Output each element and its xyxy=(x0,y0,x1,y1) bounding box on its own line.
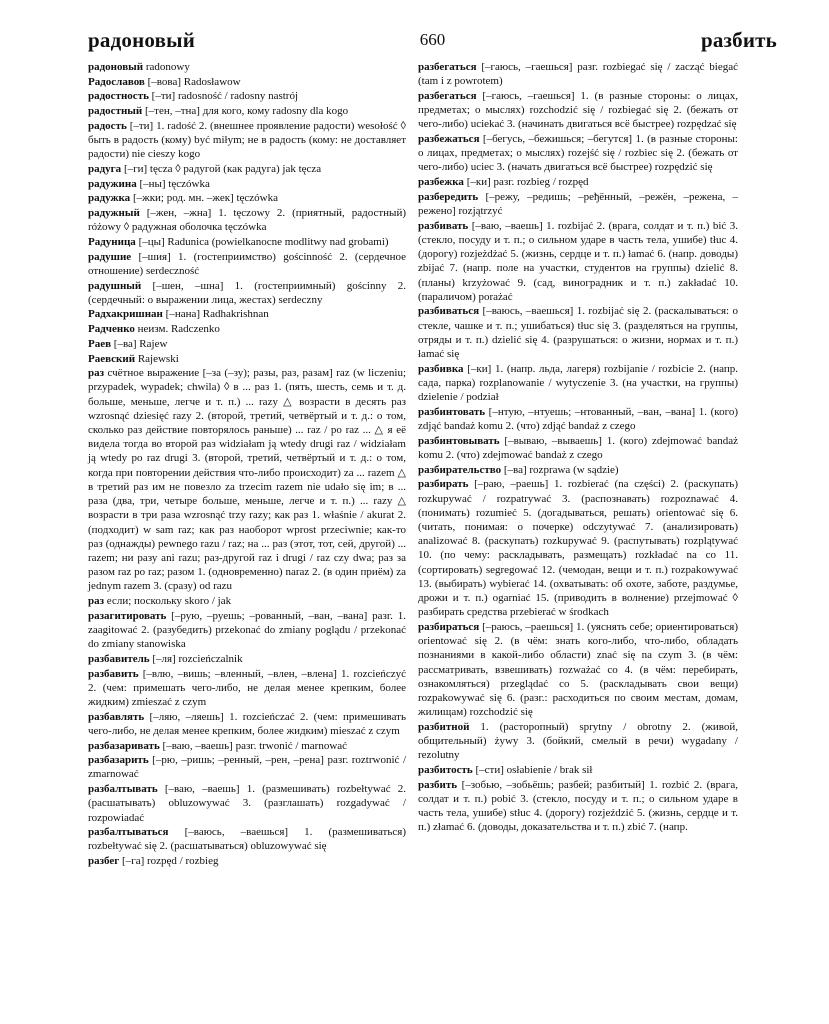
dictionary-entry xyxy=(88,250,406,278)
entry-definition: [–ны] tęczówka xyxy=(136,177,210,190)
dictionary-entry xyxy=(88,739,406,753)
entry-definition: [–зобью, –зобьёшь; разбей; разбитый] 1. rozbić 2. (врага, солдат и т. п.) pobić 3. (стекло, посуду и т. п.; о сильном ударе в часть тела, ушибе) stłuc 4. (дорогу) rozjeździć 5. (жизнь, сердце и т. п.) złamać 6. (доводы, доказательства и т. п.) zbić 7. (напр. xyxy=(418,778,738,834)
entry-headword: раз xyxy=(88,367,105,380)
dictionary-entry xyxy=(88,104,406,118)
dictionary-entry xyxy=(418,477,738,619)
entry-headword: Радуница xyxy=(88,235,136,248)
dictionary-entry xyxy=(88,235,406,249)
dictionary-entry xyxy=(88,177,406,191)
dictionary-entry xyxy=(88,279,406,307)
entry-headword: разбираться xyxy=(418,620,480,633)
entry-definition: [–нана] Radhakrishnan xyxy=(162,308,269,321)
entry-definition: [–шия] 1. (гостеприимство) gościnność 2. (сердечное отношение) serdeczność xyxy=(88,250,406,277)
entry-definition: 1. (расторопный) sprytny / obrotny 2. (живой, общительный) żywy 3. (бойкий, смелый в речи) wygadany / rezolutny xyxy=(418,720,738,762)
entry-definition: [–бегусь, –бежишься; –бегутся] 1. (в разные стороны: о лицах, предметах; о мыслях) rozejść się / rozbiec się 2. (бежать от чего-либо) uciec 3. (начать двигаться всё быстрее) rozpędzić się xyxy=(418,133,738,174)
dictionary-entry xyxy=(88,667,406,710)
dictionary-entry xyxy=(418,720,738,763)
entry-headword: разбитной xyxy=(418,720,470,733)
entry-headword: радость xyxy=(88,119,127,132)
page-header xyxy=(88,28,777,58)
right-running-headword: разбить xyxy=(700,28,777,52)
entry-headword: Радхакришнан xyxy=(88,308,163,321)
entry-headword: Раевский xyxy=(88,352,136,365)
page-number: 660 xyxy=(419,30,446,49)
dictionary-entry xyxy=(418,463,738,477)
entry-definition: [–ваю, –ваешь] 1. (размешивать) rozbełtywać 2. (расшатывать) obluzowywać 3. (разглашать) rozgadywać / rozpowiadać xyxy=(88,783,406,824)
entry-headword: разбежаться xyxy=(418,133,480,146)
entry-definition: [–ки] 1. (напр. льда, лагеря) rozbijanie / rozbicie 2. (напр. сада, парка) rozplanowanie / wytyczenie 3. (на участки, на группы) dzielenie / podział xyxy=(418,362,738,404)
entry-headword: разбежка xyxy=(418,176,464,189)
entry-headword: радужина xyxy=(88,177,137,190)
entry-definition: [–ляю, –ляешь] 1. rozcieńczać 2. (чем: примешивать чего-либо, не делая менее крепким, более жидким) mieszać z czym xyxy=(88,710,406,737)
entry-headword: разбалтывать xyxy=(88,783,158,796)
entry-definition: [–ваюсь, –ваешься] 1. (размешиваться) rozbełtywać się 2. (расшатываться) obluzowywać się xyxy=(88,826,406,853)
entry-headword: разагитировать xyxy=(88,609,167,622)
entry-headword: Раев xyxy=(88,337,112,350)
entry-headword: радужный xyxy=(88,207,140,220)
entry-definition: [–ги] tęcza ◊ радугой (как радуга) jak tęcza xyxy=(121,162,322,175)
dictionary-entry xyxy=(88,60,406,74)
entry-definition: [–влю, –вишь; –вленный, –влен, –влена] 1. rozcieńczyć 2. (чем: примешать чего-либо, не делая менее крепким, более жидким) zmieszać z czym xyxy=(88,667,406,708)
entry-definition: [–режу, –редишь; –ређённый, –режён, –режена, –режено] rozjątrzyć xyxy=(418,190,738,218)
entry-definition: [–раю, –раешь] 1. rozbierać (na części) 2. (раскупать) rozkupywać / rozpatrywać 3. (распознавать) rozpoznawać 4. (понимать) rozumieć 5. (догадываться, решать) orientować się 6. (читать, понимая: о почерке) odczytywać 7. (анализировать) analizować 8. (раскупать) rozkupywać 9. (распутывать) rozplątywać 10. (по чему: раскладывать, размещать) rozkładać na co 11. (сортировать) segregować 12. (чемодан, вещи и т. п.) rozpakowywać 13. (выбирать) wybierać 14. (охватывать: об охоте, заботе, раздумье, дрожи и т. п.) ogarniać 15. (приводить в волнение) przejmować ◊ разбирать средства przebierać w środkach xyxy=(418,478,738,619)
entry-definition: [–ва] Rajew xyxy=(111,337,168,350)
dictionary-entry xyxy=(418,405,738,433)
entry-headword: разбег xyxy=(88,855,120,868)
dictionary-entry xyxy=(88,191,406,205)
dictionary-entry xyxy=(418,89,738,132)
dictionary-entry xyxy=(88,854,406,868)
dictionary-entry xyxy=(88,352,406,366)
dictionary-entry xyxy=(88,753,406,781)
entry-definition: [–ки] разг. rozbieg / rozpęd xyxy=(463,176,589,189)
entry-headword: разбавлять xyxy=(88,710,145,723)
dictionary-entry xyxy=(418,60,738,88)
dictionary-entry xyxy=(418,219,738,304)
dictionary-entry xyxy=(88,162,406,176)
dictionary-entry xyxy=(88,75,406,89)
dictionary-entry xyxy=(88,594,406,608)
entry-headword: разбирательство xyxy=(418,463,502,476)
dictionary-entry xyxy=(88,652,406,666)
entry-headword: разбивать xyxy=(418,219,469,232)
entry-definition: [–нтую, –нтуешь; –нтованный, –ван, –вана] 1. (кого) zdjąć bandaż komu 2. (что) zdjąć bandaż z czego xyxy=(418,405,738,433)
dictionary-entry xyxy=(88,322,406,336)
dictionary-entry xyxy=(418,190,738,218)
dictionary-entry xyxy=(418,175,738,189)
entry-definition: [–ваю, –ваешь] 1. rozbijać 2. (врага, солдат и т. п.) bić 3. (стекло, посуду и т. п.; о сильном ударе в часть тела, ушибе) tłuc 4. (дорогу) rozjeżdżać 5. (жизнь, сердце и т. п.) łamać 6. (напр. доводы) zbijać 7. (напр. поле на участки, студентов на группы) dzielić 8. (планы) krzyżować 9. (сад, виноградник и т. п.) zakładać 10. (параличом) porażać xyxy=(418,219,738,303)
entry-definition: [–сти] osłabienie / brak sił xyxy=(472,763,593,776)
entry-definition: [–гаюсь, –гаешься] 1. (в разные стороны: о лицах, предметах; о мыслях) rozchodzić się / rozbiegać się 2. (бежать от чего-либо) uciekać 3. (начинать двигаться всё быстрее) rozpędzać się xyxy=(418,89,738,131)
entry-definition: [–вова] Radosławow xyxy=(144,75,241,88)
dictionary-entry xyxy=(88,307,406,321)
entry-definition: [–вываю, –вываешь] 1. (кого) zdejmować bandaż komu 2. (что) zdejmować bandaż z czego xyxy=(418,434,738,461)
entry-headword: разбирать xyxy=(418,478,469,491)
entry-definition: [–тен, –тна] для кого, кому radosny dla kogo xyxy=(142,105,349,118)
entry-headword: разбинтовать xyxy=(418,405,486,418)
entry-headword: разбиваться xyxy=(418,305,480,318)
entry-definition: если; поскольку skoro / jak xyxy=(104,595,232,608)
entry-headword: радушный xyxy=(88,279,142,292)
entry-definition: [–раюсь, –раешься] 1. (уяснять себе; ориентироваться) orientować się 2. (в чём: знать кого-либо, что-либо, обладать познаниями в какой-либо области) znać się na czym 3. (в чём: рассматривать, взвешивать) rozważać co 4. (в чём: перебирать, ознакомляться) przeglądać co 5. (раскладывать свои вещи) rozpakowywać się 6. (разг.: расходиться по своим местам, домам, жилищам) rozchodzić się xyxy=(418,620,738,719)
left-running-headword: радоновый xyxy=(88,28,196,52)
dictionary-entry xyxy=(418,763,738,777)
entry-definition: [–гаюсь, –гаешься] разг. rozbiegać się / zacząć biegać (tam i z powrotem) xyxy=(418,61,738,88)
dictionary-entry xyxy=(88,609,406,652)
left-column xyxy=(88,60,406,869)
entry-headword: разбавитель xyxy=(88,652,150,665)
dictionary-entry xyxy=(88,782,406,825)
dictionary-entry xyxy=(418,778,738,835)
entry-headword: разбазарить xyxy=(88,754,149,767)
dictionary-entry xyxy=(418,434,738,462)
entry-definition: [–жен, –жна] 1. tęczowy 2. (приятный, радостный) różowy ◊ радужная оболочка tęczówka xyxy=(88,207,406,234)
entry-definition: [–га] rozpęd / rozbieg xyxy=(119,855,219,868)
entry-definition: [–ваю, –ваешь] разг. trwonić / marnować xyxy=(159,739,348,752)
entry-definition: счётное выражение [–за (–зу); разы, раз, разам] raz (w liczeniu; przypadek, wypadek; chwila) ◊ в ... раз 1. (пять, шесть, семь и т. д. больше, меньше, легче и т. п.) ... razy △ возрасти в десять раз wzrosnąć dziesięć razy 2. (второй, третий, четвёртый и т. д.: о том, сколько раз действие повторялось раньше) ... raz / po raz ... △ я её видела тогда во второй раз widziałam ją wtedy drugi raz / widziałam ją wtedy po raz drugi 3. (второй, третий, четвёртый и т. д.: о том, когда при повторении действия что-либо происходит) za ... razem △ в третий раз им не повезло za trzecim razem nie udało się im; в ... раза (два, три, четыре больше, меньше, легче и т. п.) ... razy △ возрасти в три раза wzrosnąć trzy razy; как раз 1. właśnie / akurat 2. (подходит) w sam raz; как раз наоборот wprost przeciwnie; как-то раз (однажды) pewnego razu / raz; на ... раз (этот, тот, сей, другой) ... razem; ни разу ani razu; раз-другой raz i drugi / raz czy dwa; раз за разом raz po raz; разом 1. (одновременно) naraz 2. (в один приём) za jednym razem 3. (сразу) od razu xyxy=(88,367,406,593)
entry-definition: [–рю, –ришь; –ренный, –рен, –рена] разг. roztrwonić / zmarnować xyxy=(88,754,406,781)
entry-headword: разбитость xyxy=(418,763,473,776)
entry-definition: [–шен, –шна] 1. (гостеприимный) gościnny 2. (сердечный: о выражении лица, жестах) serdeczny xyxy=(88,279,406,306)
entry-headword: разбазаривать xyxy=(88,739,160,752)
entry-headword: радоновый xyxy=(88,61,144,73)
dictionary-entry xyxy=(88,366,406,593)
entry-headword: разбить xyxy=(418,778,458,791)
entry-definition: [–ти] 1. radość 2. (внешнее проявление радости) wesołość ◊ быть в радость (кому) być miłym; не в радость (кому: не доставляет радости) nie cieszy kogo xyxy=(88,119,406,161)
entry-definition: radonowy xyxy=(143,61,190,73)
right-column xyxy=(418,60,738,835)
entry-headword: Радославов xyxy=(88,75,145,88)
entry-headword: Радченко xyxy=(88,323,135,336)
entry-definition: неизм. Radczenko xyxy=(134,323,220,336)
entry-definition: [–цы] Radunica (powielkanocne modlitwy nad grobami) xyxy=(135,235,389,248)
entry-headword: разбинтовывать xyxy=(418,434,500,447)
dictionary-entry xyxy=(418,304,738,361)
entry-definition: [–рую, –руешь; –рованный, –ван, –вана] разг. 1. zaagitować 2. (разубедить) przekonać do zmiany poglądu / przekonać do zmiany stanowiska xyxy=(88,609,406,651)
entry-headword: раз xyxy=(88,595,105,608)
entry-headword: разбегаться xyxy=(418,61,477,73)
entry-headword: радостность xyxy=(88,90,149,103)
entry-headword: разбавить xyxy=(88,667,139,680)
entry-headword: радостный xyxy=(88,105,143,118)
entry-headword: радужка xyxy=(88,192,131,205)
entry-definition: [–ваюсь, –ваешься] 1. rozbijać się 2. (раскалываться: о стекле, чашке и т. п.; ушибаться) tłuc się 3. (разделяться на группы, отряды и т. п.) dzielić się 4. (разрушаться: о жизни, нормах и т. п.) łamać się xyxy=(418,305,738,361)
dictionary-entry xyxy=(418,362,738,405)
dictionary-entry xyxy=(88,206,406,234)
dictionary-entry xyxy=(88,825,406,853)
entry-headword: радуга xyxy=(88,162,122,175)
dictionary-entry xyxy=(88,89,406,103)
entry-headword: радушие xyxy=(88,250,132,263)
dictionary-entry xyxy=(88,119,406,162)
entry-definition: [–ва] rozprawa (w sądzie) xyxy=(501,463,619,476)
entry-headword: разбивка xyxy=(418,362,464,375)
dictionary-entry xyxy=(88,337,406,351)
entry-definition: Rajewski xyxy=(135,352,179,365)
entry-definition: [–ля] rozcieńczalnik xyxy=(149,652,243,665)
dictionary-entry xyxy=(418,620,738,719)
entry-definition: [–ти] radosność / radosny nastrój xyxy=(148,90,299,103)
dictionary-entry xyxy=(418,132,738,175)
entry-headword: разбередить xyxy=(418,190,479,203)
entry-headword: разбалтываться xyxy=(88,826,169,839)
dictionary-entry xyxy=(88,710,406,738)
entry-definition: [–жки; род. мн. –жек] tęczówka xyxy=(130,192,278,205)
entry-headword: разбегаться xyxy=(418,89,477,102)
